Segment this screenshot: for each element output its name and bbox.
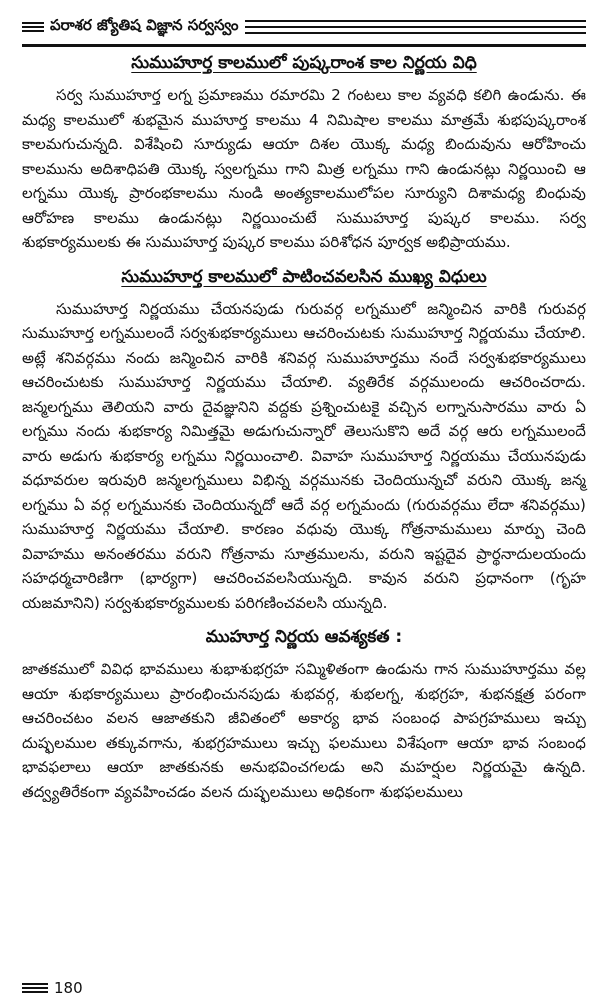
section-paragraph: సర్వ సుముహూర్త లగ్న ప్రమాణము రమారమి 2 గంటలు కాల వ్యవధి కలిగి ఉండును. ఈ మధ్య కాలములో శుభమైన ముహూర్త కాలము 4 నిమిషాల కాలము మాత్రమే శుభపుష్కరాంశ కాలమగుచున్నది. విశేషించి సూర్యుడు ఆయా దిశల యొక్క మధ్య బిందువును ఆరోహించు కాలమును అదిశాధిపతి యొక్క స్వలగ్నము గాని మిత్ర లగ్నము గాని ఉండునట్లు నిర్ణయించి ఆ లగ్నము యొక్క ప్రారంభకాలము నుండి అంత్యకాలములోపల సూర్యుని దిశామధ్య బింధువు ఆరోహణ కాలము ఉండునట్లు నిర్ణయించుటే సుముహూర్త పుష్కర కాలము. సర్వ శుభకార్యములకు ఈ సుముహూర్త పుష్కర కాలము పరిశోధన పూర్వక అభిప్రాయము.	[22, 86, 586, 251]
section-pushkaramsha	[22, 53, 586, 255]
ornament-bars-icon	[22, 981, 48, 995]
section-necessity	[22, 627, 586, 804]
ornament-bars-icon	[22, 20, 44, 34]
page-number: 180	[54, 979, 83, 997]
section-heading: సుముహూర్త కాలములో పాటించవలసిన ముఖ్య విధులు	[121, 266, 487, 287]
running-head	[22, 12, 586, 42]
book-page	[22, 12, 586, 997]
section-heading: సుముహూర్త కాలములో పుష్కరాంశ కాల నిర్ణయ విధి	[131, 53, 477, 73]
section-paragraph: సుముహూర్త నిర్ణయము చేయనపుడు గురువర్గ లగ్నములో జన్మించిన వారికి గురువర్గ సుముహూర్త లగ్నములందే సర్వశుభకార్యములు ఆచరించుటకు సుముహూర్త నిర్ణయము చేయాలి. అట్లే శనివర్గము నందు జన్మించిన వారికి శనివర్గ సుముహూర్తము నందే సర్వశుభకార్యములు ఆచరించుటకు సుముహూర్త నిర్ణయము చేయాలి. వ్యతిరేక వర్గములందు ఆచరించరాదు. జన్మలగ్నము తెలియని వారు దైవజ్ఞునిని వద్దకు ప్రశ్నించుటకై వచ్చిన లగ్నానుసారము వారు ఏ లగ్నము నందు శుభకార్య నిమిత్తమై అడుగుచున్నారో తెలుసుకొని అదే వర్గ ఆరు లగ్నములందే వారు అడుగు శుభకార్య లగ్నము నిర్ణయించాలి. వివాహ సుముహూర్త నిర్ణయము చేయునపుడు వధూవరుల ఇరువురి జన్మలగ్నములు విభిన్న వర్గమునకు చెందియున్నచో వరుని యొక్క జన్మ లగ్నము ఏ వర్గ లగ్నమునకు చెందియున్నదో ఆదే వర్గ లగ్నమందు (గురువర్గము లేదా శనివర్గము) సుముహూర్త నిర్ణయము చేయాలి. కారణం వధువు యొక్క గోత్రనామములు మార్పు చెంది వివాహము అనంతరము వరుని గోత్రనామ సూత్రములను, వరుని ఇష్టదైవ ప్రార్థనాదులయందు సహధర్మచారిణిగా (భార్యగా) ఆచరించవలసియున్నది. కావున వరుని ప్రధానంగా (గృహ యజమానిని) సర్వశుభకార్యములకు పరిగణించవలసి యున్నది.	[22, 299, 586, 612]
section-heading: ముహూర్త నిర్ణయ ఆవశ్యకత :	[205, 627, 403, 647]
page-footer	[22, 979, 83, 997]
header-divider	[22, 44, 586, 47]
header-rule	[245, 12, 586, 42]
section-paragraph: జాతకములో వివిధ భావములు శుభాశుభగ్రహ సమ్మిళితంగా ఉండును గాన సుముహూర్తము వల్ల ఆయా శుభకార్యములు ప్రారంభించునపుడు శుభవర్గ, శుభలగ్న, శుభగ్రహ, శుభనక్షత్ర పరంగా ఆచరించటం వలన ఆజాతకుని జీవితంలో అకార్య భావ సంబంధ పాపగ్రహములు ఇచ్చు దుష్ఫలముల తక్కువగాను, శుభగ్రహములు ఇచ్చు ఫలములు విశేషంగా ఆయా భావ సంబంధ భావఫలాలు ఆయా జాతకునకు అనుభవించగలడు అని మహర్షుల నిర్ణయమై ఉన్నది. తద్వ్యతిరేకంగా వ్యవహించడం వలన దుష్ఫలములు అధికంగా శుభఫలములు	[22, 660, 586, 801]
running-head-title: పరాశర జ్యోతిష విజ్ఞాన సర్వస్వం	[50, 16, 239, 34]
section-important-rules	[22, 267, 586, 616]
